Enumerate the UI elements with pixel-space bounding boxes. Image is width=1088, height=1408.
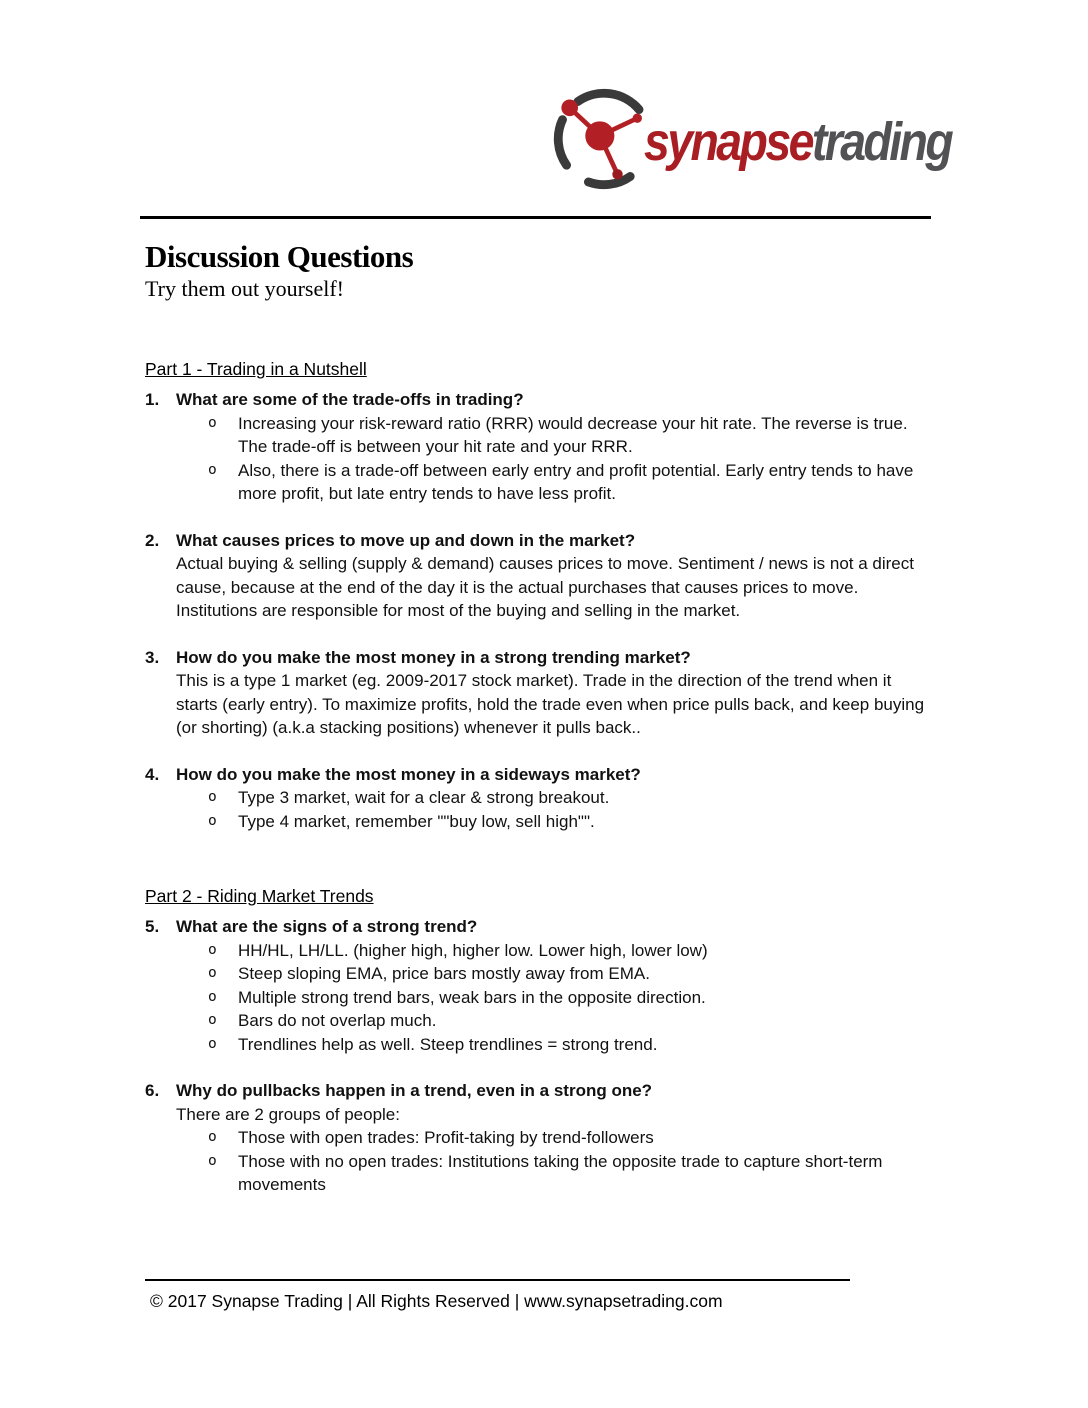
question-item-3 — [145, 646, 935, 740]
answer-bullet — [176, 810, 935, 834]
header-divider — [140, 216, 931, 219]
question-head — [145, 388, 935, 412]
section-part-2 — [145, 885, 935, 1197]
bullet-marker: o — [208, 965, 217, 981]
bullet-marker: o — [208, 941, 217, 958]
question-head — [145, 763, 935, 787]
question-text: What are the signs of a strong trend? — [176, 917, 478, 936]
answer-paragraph: This is a type 1 market (eg. 2009-2017 stock market). Trade in the direction of the trend when it starts (early entry). To maximize profits, hold the trade even when price pulls back, and keep buying (or shorting) (a.k.a stacking positions) whenever it pulls back.. — [176, 671, 925, 737]
question-text: How do you make the most money in a strong trending market? — [176, 647, 691, 667]
footer-divider — [145, 1279, 850, 1281]
question-number: 6. — [145, 1081, 160, 1100]
answer-bullet-text: Those with no open trades: Institutions taking the opposite trade to capture short-term movements — [238, 1151, 883, 1194]
answer-bullet-text: Increasing your risk-reward ratio (RRR) would decrease your hit rate. The reverse is true. The trade-off is between your hit rate and your RRR. — [238, 413, 908, 456]
question-head — [145, 915, 935, 939]
question-number: 4. — [145, 764, 160, 784]
answer-bullet — [176, 1150, 935, 1197]
bullet-marker: o — [208, 1129, 217, 1145]
question-item-1 — [145, 388, 935, 506]
question-item-6 — [145, 1079, 935, 1197]
question-head — [145, 529, 935, 553]
answer-paragraph: There are 2 groups of people: — [176, 1104, 400, 1124]
question-text: What causes prices to move up and down in the market? — [176, 530, 636, 550]
question-number: 1. — [145, 390, 160, 409]
answer-bullet — [176, 459, 935, 506]
question-number: 3. — [145, 647, 160, 667]
answer-bullet — [176, 939, 935, 963]
answer-paragraph: Actual buying & selling (supply & demand) causes prices to move. Sentiment / news is not a direct cause, because at the end of the day it is the actual purchases that causes prices to move. Institutions are responsible for most of the buying and selling in the market. — [176, 554, 914, 620]
bullet-marker: o — [208, 789, 217, 805]
synapse-network-icon — [552, 84, 656, 194]
answer-bullet — [176, 786, 935, 810]
answer-bullet-text: Those with open trades: Profit-taking by trend-followers — [238, 1128, 654, 1147]
bullet-marker: o — [208, 1012, 217, 1028]
page-subtitle: Try them out yourself! — [145, 276, 345, 301]
logo-word-trading: trading — [811, 112, 952, 172]
logo-word-synapse: synapse — [644, 112, 812, 172]
logo-wordmark — [644, 111, 951, 173]
answer-bullet — [176, 1009, 935, 1033]
bullet-marker: o — [208, 1035, 217, 1052]
section-heading: Part 1 - Trading in a Nutshell — [145, 359, 367, 379]
footer-copyright: © 2017 Synapse Trading | All Rights Reserved | www.synapsetrading.com — [150, 1291, 723, 1311]
answer-bullet-text: Type 4 market, remember ""buy low, sell high"". — [238, 811, 595, 831]
bullet-marker: o — [208, 1152, 217, 1169]
answer-bullet — [176, 1126, 935, 1150]
question-text: What are some of the trade-offs in trading? — [176, 390, 524, 409]
question-item-4 — [145, 763, 935, 834]
logo — [552, 84, 1001, 194]
bullet-marker: o — [208, 414, 217, 431]
bullet-marker: o — [208, 988, 217, 1005]
page-title: Discussion Questions — [145, 239, 414, 274]
answer-bullet-text: Also, there is a trade-off between early entry and profit potential. Early entry tends to have more profit, but late entry tends to have less profit. — [238, 460, 914, 503]
answer-bullet-text: HH/HL, LH/LL. (higher high, higher low. Lower high, lower low) — [238, 940, 708, 960]
answer-bullet-text: Multiple strong trend bars, weak bars in the opposite direction. — [238, 987, 706, 1007]
section-heading: Part 2 - Riding Market Trends — [145, 886, 374, 906]
question-item-5 — [145, 915, 935, 1056]
answer-bullet-text: Bars do not overlap much. — [238, 1011, 437, 1030]
question-text: How do you make the most money in a sideways market? — [176, 764, 641, 784]
answer-bullet-text: Steep sloping EMA, price bars mostly away from EMA. — [238, 964, 650, 983]
answer-bullet-text: Type 3 market, wait for a clear & strong breakout. — [238, 788, 610, 807]
answer-bullet-text: Trendlines help as well. Steep trendlines = strong trend. — [238, 1034, 658, 1054]
answer-bullet — [176, 962, 935, 986]
answer-bullet — [176, 986, 935, 1010]
question-number: 5. — [145, 917, 160, 936]
bullet-marker: o — [208, 461, 217, 478]
question-head — [145, 1079, 935, 1103]
bullet-marker: o — [208, 812, 217, 829]
question-head — [145, 646, 935, 670]
document-content — [145, 240, 935, 1220]
section-part-1 — [145, 358, 935, 833]
question-number: 2. — [145, 530, 160, 550]
question-text: Why do pullbacks happen in a trend, even in a strong one? — [176, 1081, 653, 1100]
question-item-2 — [145, 529, 935, 623]
answer-bullet — [176, 1033, 935, 1057]
answer-bullet — [176, 412, 935, 459]
